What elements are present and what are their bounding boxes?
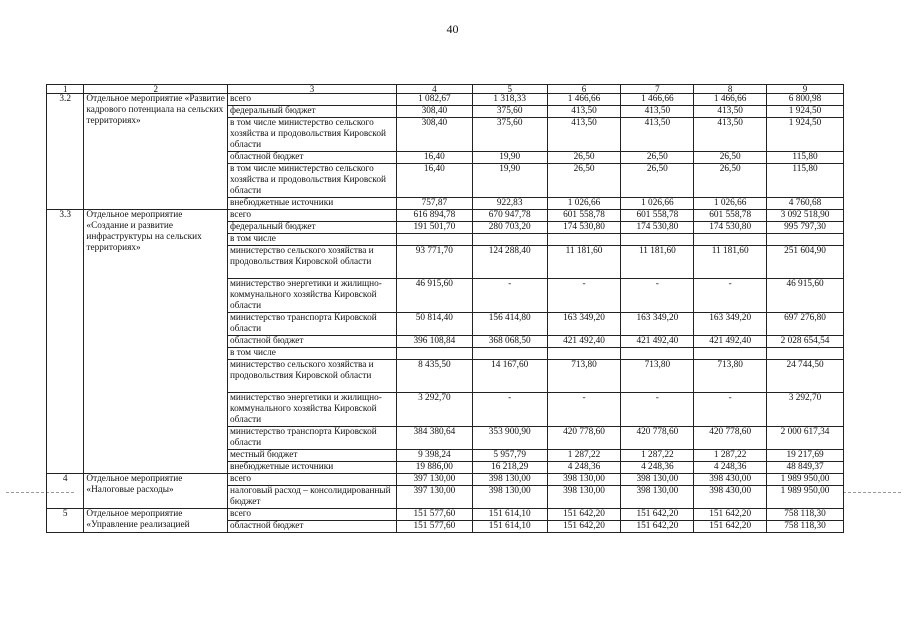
- amount-cell: 1 287,22: [547, 450, 621, 462]
- amount-cell: 421 492,40: [694, 336, 767, 348]
- funding-source: в том числе: [228, 234, 397, 246]
- amount-cell: 1 318,33: [472, 94, 547, 106]
- activity-name: Отдельное мероприятие «Создание и развитие инфраструктуры на сельских территориях»: [84, 210, 228, 474]
- amount-cell: 11 181,60: [621, 246, 694, 279]
- column-header: 9: [767, 85, 844, 94]
- amount-cell: 16 218,29: [472, 462, 547, 474]
- table-row: [47, 94, 844, 106]
- funding-source: министерство сельского хозяйства и продовольствия Кировской области: [228, 246, 397, 279]
- amount-cell: 174 530,80: [547, 222, 621, 234]
- amount-cell: 398 430,00: [694, 474, 767, 486]
- amount-cell: 1 287,22: [621, 450, 694, 462]
- amount-cell: 48 849,37: [767, 462, 844, 474]
- funding-source: министерство сельского хозяйства и продовольствия Кировской области: [228, 360, 397, 393]
- item-number: 5: [47, 509, 84, 533]
- amount-cell: 616 894,78: [396, 210, 472, 222]
- amount-cell: 757,87: [396, 198, 472, 210]
- amount-cell: 26,50: [621, 152, 694, 164]
- funding-source: всего: [228, 474, 397, 486]
- amount-cell: 1 287,22: [694, 450, 767, 462]
- item-number: 3.2: [47, 94, 84, 210]
- amount-cell: [472, 348, 547, 360]
- amount-cell: 1 466,66: [621, 94, 694, 106]
- amount-cell: 2 028 654,54: [767, 336, 844, 348]
- amount-cell: 398 130,00: [472, 486, 547, 509]
- amount-cell: 151 642,20: [547, 521, 621, 533]
- amount-cell: 151 642,20: [621, 509, 694, 521]
- amount-cell: 163 349,20: [547, 313, 621, 336]
- amount-cell: 5 957,79: [472, 450, 547, 462]
- amount-cell: 151 577,60: [396, 521, 472, 533]
- amount-cell: 670 947,78: [472, 210, 547, 222]
- funding-source: в том числе министерство сельского хозяйства и продовольствия Кировской области: [228, 164, 397, 198]
- funding-source: областной бюджет: [228, 521, 397, 533]
- amount-cell: 3 092 518,90: [767, 210, 844, 222]
- funding-source: министерство энергетики и жилищно-коммунального хозяйства Кировской области: [228, 279, 397, 313]
- amount-cell: 151 614,10: [472, 521, 547, 533]
- amount-cell: 3 292,70: [396, 393, 472, 427]
- amount-cell: 396 108,84: [396, 336, 472, 348]
- amount-cell: 151 614,10: [472, 509, 547, 521]
- header-row: [47, 85, 844, 94]
- amount-cell: 1 082,67: [396, 94, 472, 106]
- funding-source: федеральный бюджет: [228, 222, 397, 234]
- amount-cell: 151 642,20: [694, 521, 767, 533]
- amount-cell: 163 349,20: [621, 313, 694, 336]
- amount-cell: 713,80: [547, 360, 621, 393]
- amount-cell: 1 466,66: [694, 94, 767, 106]
- amount-cell: 420 778,60: [694, 427, 767, 450]
- amount-cell: 758 118,30: [767, 509, 844, 521]
- amount-cell: 124 288,40: [472, 246, 547, 279]
- table-row: [47, 474, 844, 486]
- amount-cell: 4 248,36: [694, 462, 767, 474]
- funding-source: федеральный бюджет: [228, 106, 397, 118]
- amount-cell: 3 292,70: [767, 393, 844, 427]
- funding-source: внебюджетные источники: [228, 198, 397, 210]
- amount-cell: 251 604,90: [767, 246, 844, 279]
- amount-cell: 2 000 617,34: [767, 427, 844, 450]
- amount-cell: 280 703,20: [472, 222, 547, 234]
- funding-source: всего: [228, 94, 397, 106]
- amount-cell: -: [621, 279, 694, 313]
- amount-cell: 151 642,20: [694, 509, 767, 521]
- amount-cell: 163 349,20: [694, 313, 767, 336]
- amount-cell: 4 248,36: [547, 462, 621, 474]
- amount-cell: 398 130,00: [547, 486, 621, 509]
- amount-cell: 4 248,36: [621, 462, 694, 474]
- amount-cell: 758 118,30: [767, 521, 844, 533]
- amount-cell: 1 466,66: [547, 94, 621, 106]
- funding-source: налоговый расход – консолидированный бюджет: [228, 486, 397, 509]
- amount-cell: [547, 348, 621, 360]
- activity-name: Отдельное мероприятие «Налоговые расходы»: [84, 474, 228, 509]
- column-header: 3: [228, 85, 397, 94]
- amount-cell: 713,80: [694, 360, 767, 393]
- amount-cell: [621, 348, 694, 360]
- amount-cell: [767, 348, 844, 360]
- margin-divider: [843, 492, 901, 493]
- activity-name: Отдельное мероприятие «Развитие кадрового потенциала на сельских территориях»: [84, 94, 228, 210]
- funding-source: министерство энергетики и жилищно-коммунального хозяйства Кировской области: [228, 393, 397, 427]
- budget-table: [46, 84, 844, 533]
- amount-cell: 601 558,78: [694, 210, 767, 222]
- amount-cell: [621, 234, 694, 246]
- table-row: [47, 210, 844, 222]
- amount-cell: 413,50: [694, 118, 767, 152]
- column-header: 7: [621, 85, 694, 94]
- amount-cell: 26,50: [694, 164, 767, 198]
- amount-cell: -: [547, 279, 621, 313]
- amount-cell: 26,50: [621, 164, 694, 198]
- funding-source: областной бюджет: [228, 152, 397, 164]
- amount-cell: 697 276,80: [767, 313, 844, 336]
- amount-cell: 922,83: [472, 198, 547, 210]
- amount-cell: 398 130,00: [472, 474, 547, 486]
- funding-source: местный бюджет: [228, 450, 397, 462]
- column-header: 5: [472, 85, 547, 94]
- amount-cell: 398 130,00: [621, 474, 694, 486]
- amount-cell: 398 130,00: [547, 474, 621, 486]
- amount-cell: -: [694, 279, 767, 313]
- amount-cell: 421 492,40: [621, 336, 694, 348]
- column-header: 8: [694, 85, 767, 94]
- column-header: 2: [84, 85, 228, 94]
- amount-cell: 26,50: [547, 152, 621, 164]
- amount-cell: 1 989 950,00: [767, 474, 844, 486]
- amount-cell: -: [472, 393, 547, 427]
- amount-cell: 191 501,70: [396, 222, 472, 234]
- amount-cell: 413,50: [621, 106, 694, 118]
- amount-cell: 151 577,60: [396, 509, 472, 521]
- amount-cell: 368 068,50: [472, 336, 547, 348]
- amount-cell: 1 989 950,00: [767, 486, 844, 509]
- amount-cell: [694, 348, 767, 360]
- amount-cell: 420 778,60: [547, 427, 621, 450]
- amount-cell: [396, 234, 472, 246]
- amount-cell: 6 800,98: [767, 94, 844, 106]
- amount-cell: 353 900,90: [472, 427, 547, 450]
- column-header: 6: [547, 85, 621, 94]
- amount-cell: 26,50: [694, 152, 767, 164]
- amount-cell: 26,50: [547, 164, 621, 198]
- funding-source: министерство транспорта Кировской области: [228, 313, 397, 336]
- amount-cell: 11 181,60: [694, 246, 767, 279]
- amount-cell: 151 642,20: [547, 509, 621, 521]
- amount-cell: 93 771,70: [396, 246, 472, 279]
- amount-cell: [547, 234, 621, 246]
- amount-cell: 413,50: [547, 106, 621, 118]
- amount-cell: 174 530,80: [694, 222, 767, 234]
- funding-source: внебюджетные источники: [228, 462, 397, 474]
- amount-cell: 50 814,40: [396, 313, 472, 336]
- amount-cell: 4 760,68: [767, 198, 844, 210]
- amount-cell: -: [694, 393, 767, 427]
- column-header: 1: [47, 85, 84, 94]
- amount-cell: 413,50: [547, 118, 621, 152]
- amount-cell: 375,60: [472, 118, 547, 152]
- amount-cell: [472, 234, 547, 246]
- table-row: [47, 509, 844, 521]
- amount-cell: 151 642,20: [621, 521, 694, 533]
- amount-cell: [767, 234, 844, 246]
- amount-cell: 421 492,40: [547, 336, 621, 348]
- amount-cell: -: [621, 393, 694, 427]
- amount-cell: 11 181,60: [547, 246, 621, 279]
- page-number: 40: [446, 22, 459, 36]
- amount-cell: 16,40: [396, 152, 472, 164]
- funding-source: министерство транспорта Кировской области: [228, 427, 397, 450]
- amount-cell: 1 924,50: [767, 118, 844, 152]
- amount-cell: [396, 348, 472, 360]
- funding-source: в том числе: [228, 348, 397, 360]
- amount-cell: 19 886,00: [396, 462, 472, 474]
- amount-cell: 384 380,64: [396, 427, 472, 450]
- amount-cell: 24 744,50: [767, 360, 844, 393]
- amount-cell: 601 558,78: [547, 210, 621, 222]
- amount-cell: 308,40: [396, 106, 472, 118]
- amount-cell: 19,90: [472, 164, 547, 198]
- amount-cell: 19 217,69: [767, 450, 844, 462]
- funding-source: областной бюджет: [228, 336, 397, 348]
- amount-cell: 398 130,00: [621, 486, 694, 509]
- amount-cell: 115,80: [767, 152, 844, 164]
- amount-cell: 1 026,66: [547, 198, 621, 210]
- amount-cell: 115,80: [767, 164, 844, 198]
- amount-cell: 420 778,60: [621, 427, 694, 450]
- item-number: 3.3: [47, 210, 84, 474]
- amount-cell: 413,50: [694, 106, 767, 118]
- amount-cell: 1 026,66: [621, 198, 694, 210]
- amount-cell: 397 130,00: [396, 486, 472, 509]
- amount-cell: 308,40: [396, 118, 472, 152]
- amount-cell: 16,40: [396, 164, 472, 198]
- funding-source: всего: [228, 509, 397, 521]
- amount-cell: 397 130,00: [396, 474, 472, 486]
- amount-cell: 713,80: [621, 360, 694, 393]
- amount-cell: 398 430,00: [694, 486, 767, 509]
- amount-cell: -: [472, 279, 547, 313]
- amount-cell: [694, 234, 767, 246]
- amount-cell: 1 924,50: [767, 106, 844, 118]
- amount-cell: 46 915,60: [396, 279, 472, 313]
- amount-cell: 46 915,60: [767, 279, 844, 313]
- activity-name: Отдельное мероприятие «Управление реализацией: [84, 509, 228, 533]
- amount-cell: -: [547, 393, 621, 427]
- amount-cell: 8 435,50: [396, 360, 472, 393]
- item-number: 4: [47, 474, 84, 509]
- funding-source: всего: [228, 210, 397, 222]
- amount-cell: 174 530,80: [621, 222, 694, 234]
- column-header: 4: [396, 85, 472, 94]
- amount-cell: 14 167,60: [472, 360, 547, 393]
- amount-cell: 156 414,80: [472, 313, 547, 336]
- amount-cell: 375,60: [472, 106, 547, 118]
- amount-cell: 1 026,66: [694, 198, 767, 210]
- amount-cell: 413,50: [621, 118, 694, 152]
- funding-source: в том числе министерство сельского хозяйства и продовольствия Кировской области: [228, 118, 397, 152]
- amount-cell: 601 558,78: [621, 210, 694, 222]
- amount-cell: 995 797,30: [767, 222, 844, 234]
- amount-cell: 19,90: [472, 152, 547, 164]
- amount-cell: 9 398,24: [396, 450, 472, 462]
